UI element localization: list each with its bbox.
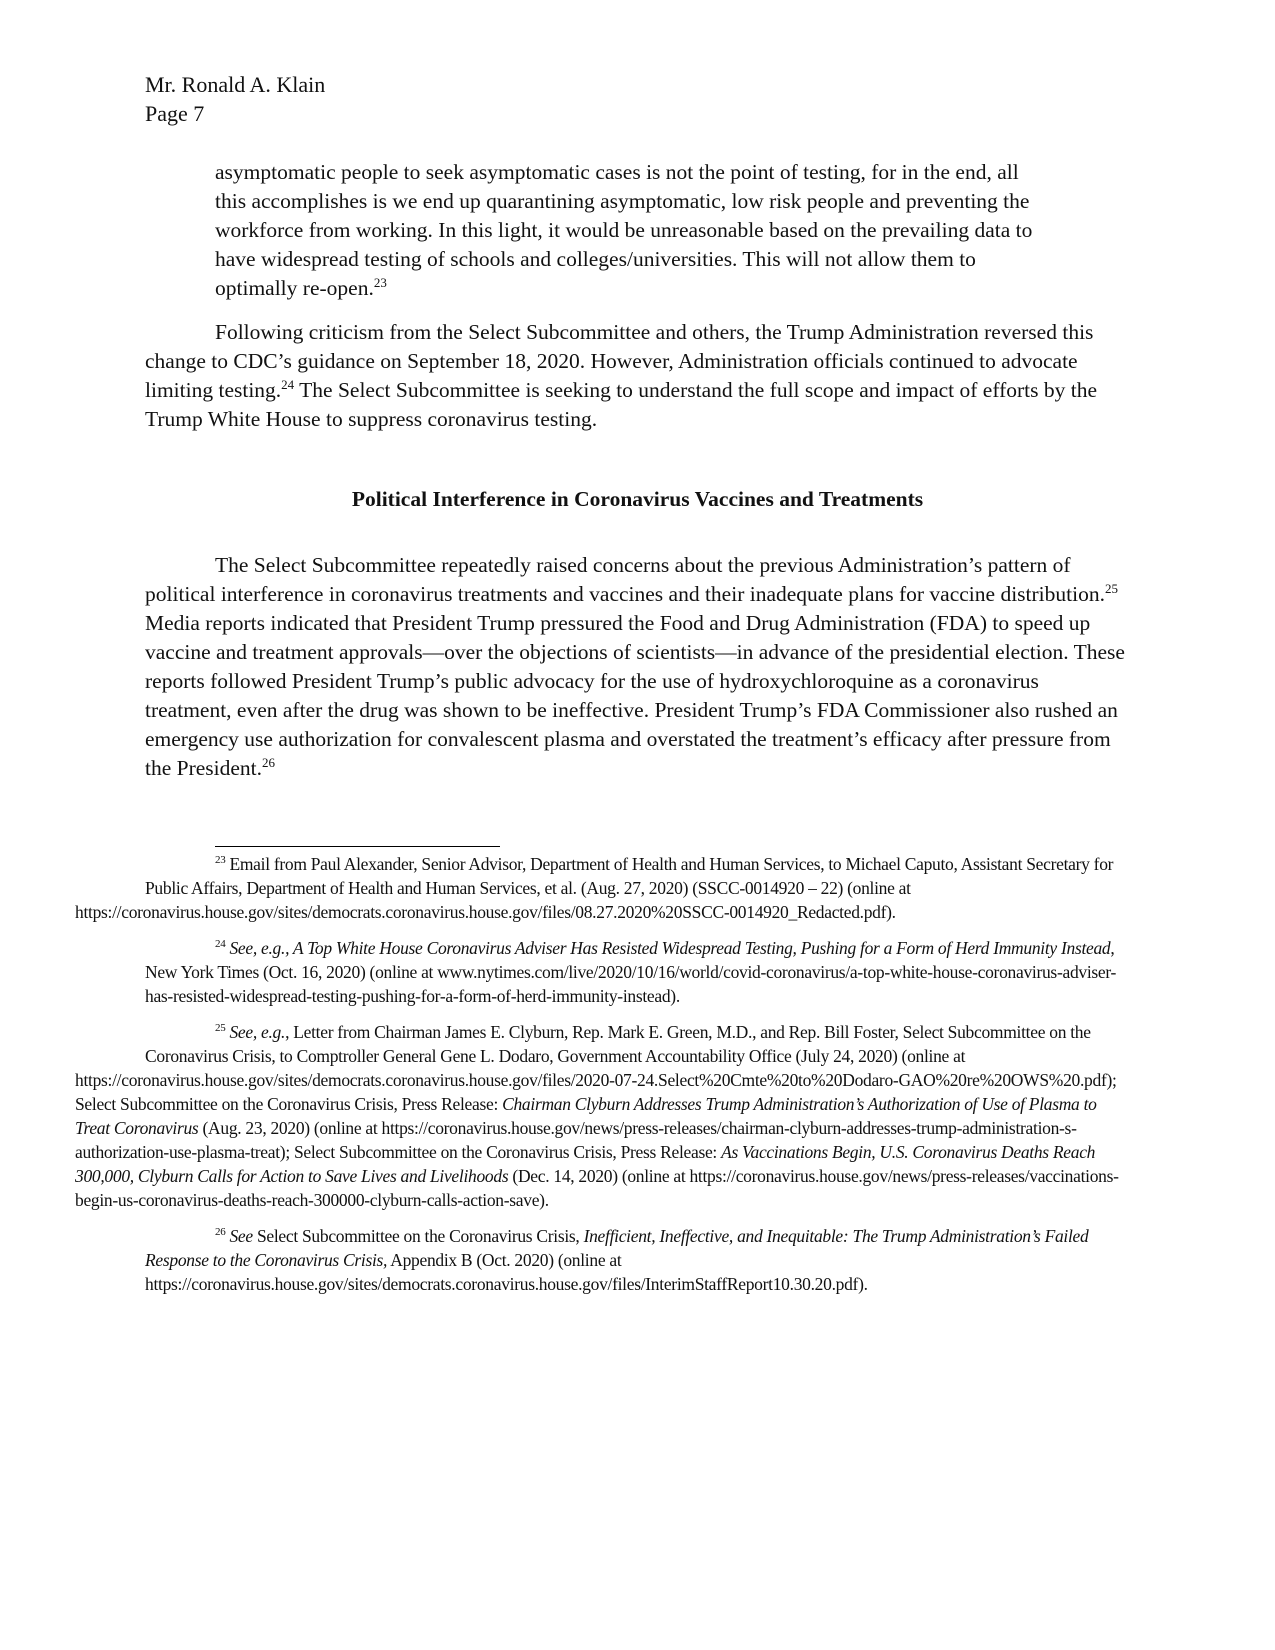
footnote-number: 24: [215, 938, 226, 951]
footnote-link[interactable]: https://coronavirus.house.gov/sites/democrats.coronavirus.house.gov/files/08.27.2020%20SSCC-0014920_Redacted.pdf).: [75, 902, 896, 922]
paragraph-text: The Select Subcommittee repeatedly raised concerns about the previous Administration’s pattern of political interference in coronavirus treatments and vaccines and their inadequate plans for vaccine distribution.: [145, 553, 1105, 606]
paragraph-text-continued: Media reports indicated that President Trump pressured the Food and Drug Administration (FDA) to speed up vaccine and treatment approvals—over the objections of scientists—in advance of the presidential election. These reports followed President Trump’s public advocacy for the use of hydroxychloroquine as a coronavirus treatment, even after the drug was shown to be ineffective. President Trump’s FDA Commissioner also rushed an emergency use authorization for convalescent plasma and overstated the treatment’s efficacy after pressure from the President.: [145, 611, 1125, 780]
footnote-text: Appendix B (Oct. 2020) (online at https://coronavirus.house.gov/sites/democrats.coronavirus.house.gov/files/InterimStaffReport10.30.20.pdf).: [145, 1250, 868, 1294]
footnote-ref-23[interactable]: 23: [373, 274, 387, 290]
footnote-text: , New York Times (Oct. 16, 2020) (online at www.nytimes.com/live/2020/10/16/world/covid-coronavirus/a-top-white-house-coronavirus-adviser-has-resisted-widespread-testing-pushing-for-a-form-of-herd-immunity-instead).: [145, 938, 1117, 1006]
signal-see: See, e.g.,: [225, 938, 290, 958]
footnote-text: (Dec. 14, 2020) (online at https://coronavirus.house.gov/news/press-releases/vaccinations-begin-us-coronavirus-deaths-reach-300000-clyburn-calls-action-save).: [75, 1166, 1119, 1210]
article-title: A Top White House Coronavirus Adviser Has Resisted Widespread Testing, Pushing for a Form of Herd Immunity Instead: [289, 938, 1111, 958]
footnote-23: [75, 852, 1130, 924]
report-title: Inefficient, Ineffective, and Inequitable: The Trump Administration’s Failed Response to the Coronavirus Crisis,: [145, 1226, 1089, 1270]
footnote-text: (Aug. 23, 2020) (online at https://coronavirus.house.gov/news/press-releases/chairman-clyburn-addresses-trump-administration-s-authorization-use-plasma-treat); Select Subcommittee on the Coronavirus Crisis, Press Release:: [75, 1118, 1077, 1162]
addressee-line: Mr. Ronald A. Klain: [145, 72, 326, 97]
paragraph-text: Following criticism from the Select Subcommittee and others, the Trump Administration reversed this change to CDC’s guidance on September 18, 2020. However, Administration officials continued to advocate limiting testing.: [145, 320, 1094, 402]
footnote-number: 23: [215, 854, 226, 867]
block-quote: [215, 158, 1045, 303]
footnote-25: [75, 1020, 1130, 1212]
signal-see: See, e.g.: [225, 1022, 286, 1042]
footnote-text[interactable]: https://coronavirus.house.gov/sites/democrats.coronavirus.house.gov/files/2020-07-24.Select%20Cmte%20to%20Dodaro-GAO%20re%20OWS%20.pdf); Select Subcommittee on the Coronavirus Crisis, Press Release:: [75, 1070, 1117, 1114]
footnote-text: , Letter from Chairman James E. Clyburn, Rep. Mark E. Green, M.D., and Rep. Bill Foster, Select Subcommittee on the Coronavirus Crisis, to Comptroller General Gene L. Dodaro, Government Accountability Office (July 24, 2020) (online at: [145, 1022, 1091, 1066]
section-heading: Political Interference in Coronavirus Vaccines and Treatments: [351, 487, 924, 511]
press-release-title: Chairman Clyburn Addresses Trump Administration’s Authorization of Use of Plasma to Treat Coronavirus: [75, 1094, 1097, 1138]
footnote-number: 25: [215, 1022, 226, 1035]
footnote-text: Email from Paul Alexander, Senior Advisor, Department of Health and Human Services, to Michael Caputo, Assistant Secretary for Public Affairs, Department of Health and Human Services, et al. (Aug. 27, 2020) (SSCC-0014920 – 22) (online at: [145, 854, 1114, 898]
paragraph-political-interference: [145, 551, 1130, 783]
footnote-24: [145, 936, 1130, 1008]
footnote-26: [145, 1224, 1130, 1296]
footnote-number: 26: [215, 1226, 226, 1239]
footnote-divider: [215, 846, 500, 847]
footnote-text: Select Subcommittee on the Coronavirus Crisis,: [252, 1226, 584, 1246]
letter-header: [145, 70, 325, 128]
footnotes: [75, 852, 1130, 1308]
footnote-link: [75, 1068, 1130, 1212]
footnote-ref-25[interactable]: 25: [1104, 580, 1118, 596]
footnote-ref-26[interactable]: 26: [262, 754, 276, 770]
paragraph-testing-reversal: [145, 318, 1130, 434]
footnote-ref-24[interactable]: 24: [281, 376, 295, 392]
quote-text: asymptomatic people to seek asymptomatic cases is not the point of testing, for in the end, all this accomplishes is we end up quarantining asymptomatic, low risk people and preventing the workforce from working. In this light, it would be unreasonable based on the prevailing data to have widespread testing of schools and colleges/universities. This will not allow them to optimally re-open.: [215, 160, 1033, 300]
page-number: Page 7: [145, 101, 205, 126]
paragraph-text-continued: The Select Subcommittee is seeking to understand the full scope and impact of efforts by the Trump White House to suppress coronavirus testing.: [145, 378, 1098, 431]
signal-see: See: [225, 1226, 253, 1246]
press-release-title: As Vaccinations Begin, U.S. Coronavirus Deaths Reach 300,000, Clyburn Calls for Action to Save Lives and Livelihoods: [75, 1142, 1096, 1186]
